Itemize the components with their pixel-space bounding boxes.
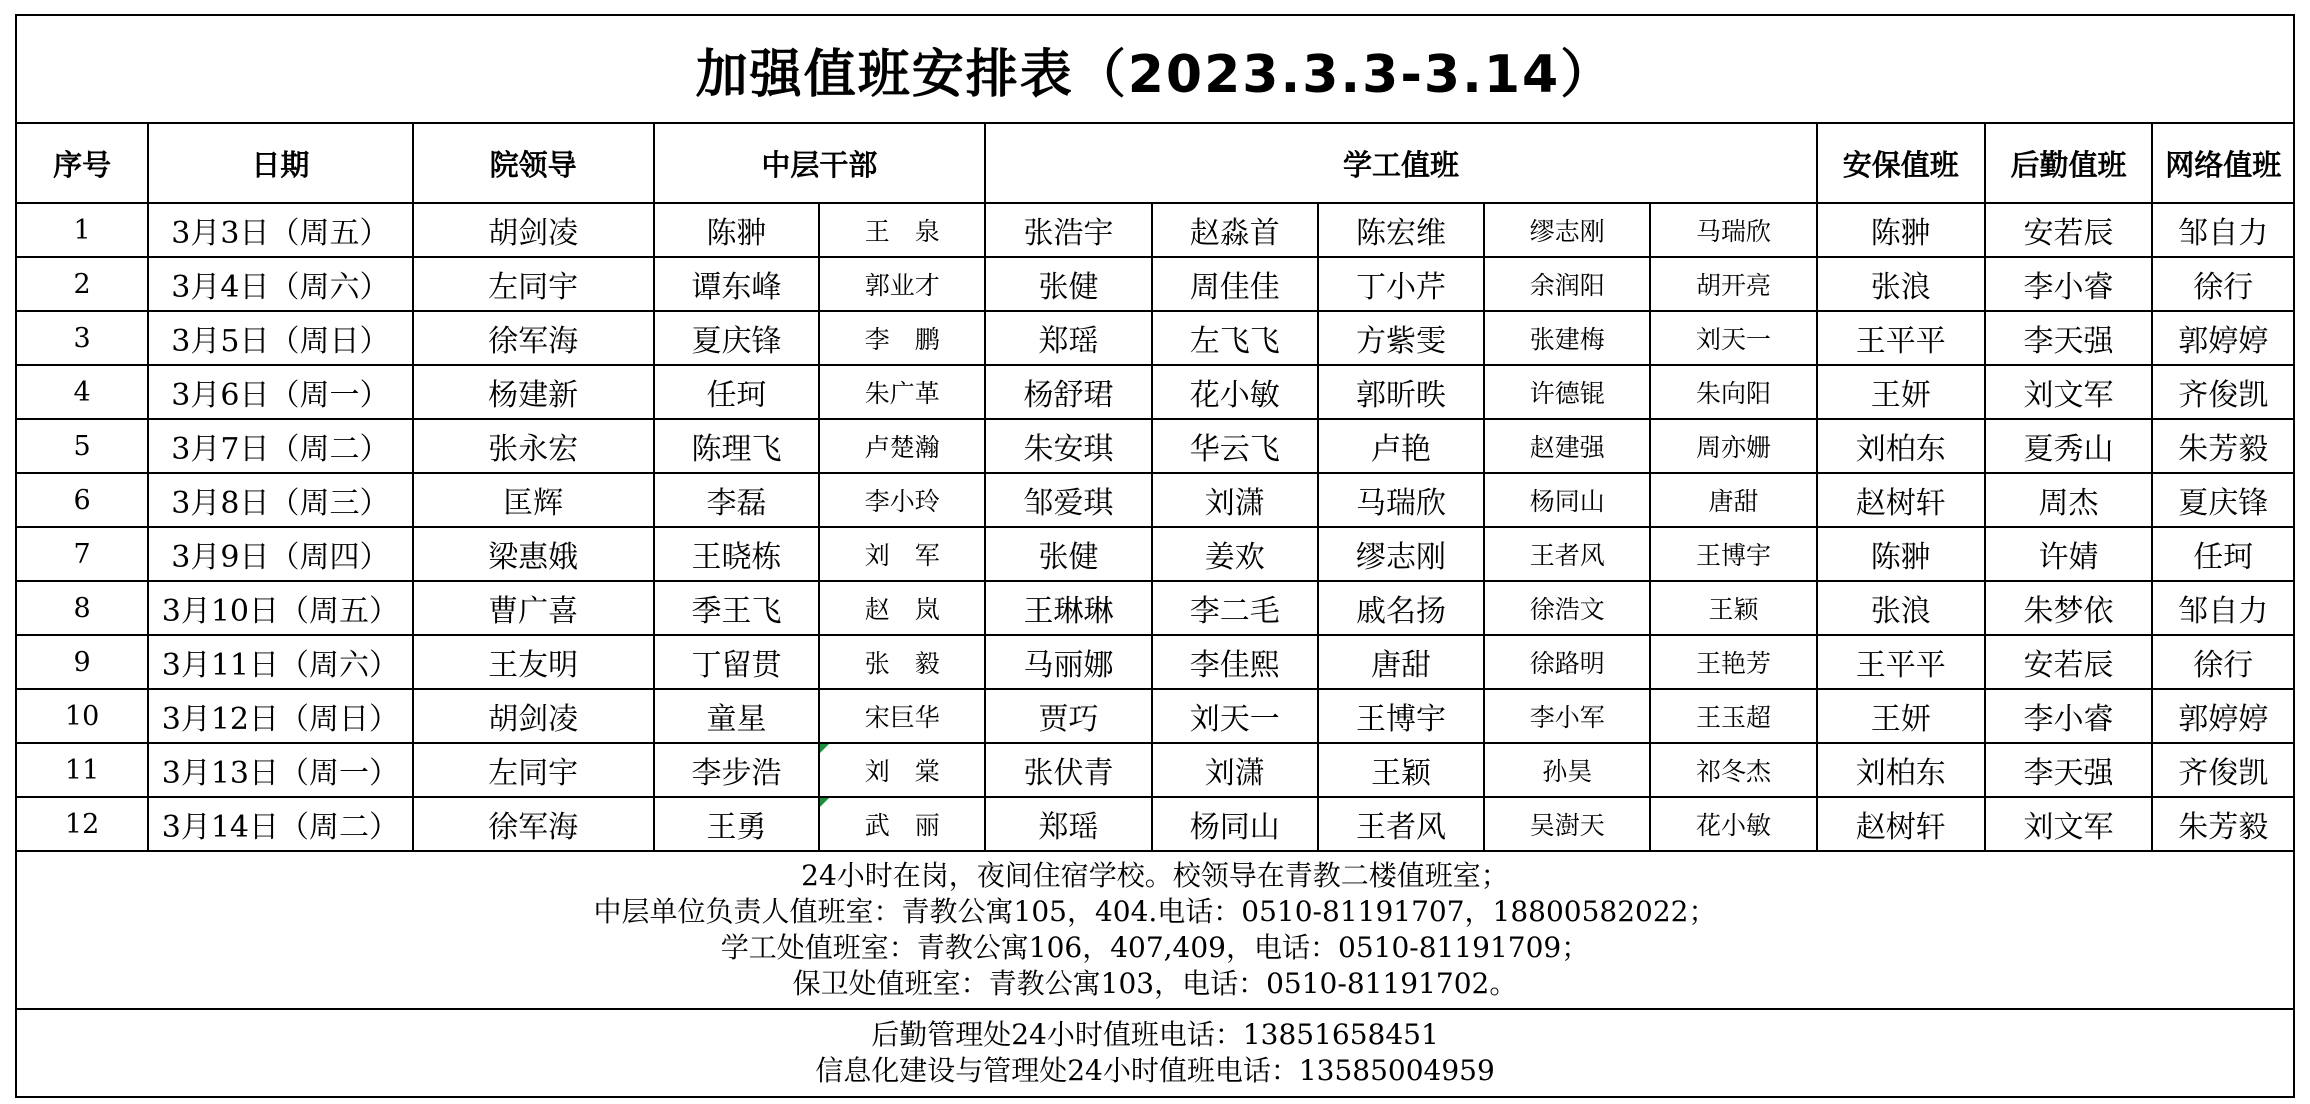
table-row — [16, 257, 2294, 311]
row-logistics: 李小睿 — [1985, 257, 2153, 311]
row-logistics: 许婧 — [1985, 527, 2153, 581]
header-security: 安保值班 — [1817, 123, 1985, 203]
row-student-duty: 李小军 — [1484, 689, 1650, 743]
row-seq: 11 — [16, 743, 148, 797]
row-student-duty: 王者风 — [1484, 527, 1650, 581]
row-leader: 曹广喜 — [413, 581, 654, 635]
row-date: 3月9日（周四） — [148, 527, 412, 581]
header-student-affairs: 学工值班 — [985, 123, 1817, 203]
row-student-duty: 杨同山 — [1484, 473, 1650, 527]
row-leader: 胡剑凌 — [413, 689, 654, 743]
row-student-duty: 邹爱琪 — [985, 473, 1152, 527]
row-network: 夏庆锋 — [2152, 473, 2294, 527]
hotline-logistics: 后勤管理处24小时值班电话：13851658451 — [871, 1018, 1439, 1051]
row-student-duty: 赵淼首 — [1152, 203, 1318, 257]
row-student-duty: 王艳芳 — [1650, 635, 1817, 689]
row-middle-cadre: 李磊 — [654, 473, 820, 527]
note-line: 中层单位负责人值班室：青教公寓105，404.电话：0510-81191707，18800582022； — [593, 895, 1717, 928]
row-student-duty: 王玉超 — [1650, 689, 1817, 743]
row-student-duty: 缪志刚 — [1318, 527, 1485, 581]
row-seq: 7 — [16, 527, 148, 581]
row-network: 郭婷婷 — [2152, 311, 2294, 365]
row-network: 任珂 — [2152, 527, 2294, 581]
row-middle-cadre: 李步浩 — [654, 743, 820, 797]
header-row — [16, 123, 2294, 203]
duty-schedule-sheet — [15, 14, 2295, 1088]
table-row — [16, 689, 2294, 743]
note-line: 保卫处值班室：青教公寓103，电话：0510-81191702。 — [792, 967, 1518, 1000]
row-middle-cadre: 陈翀 — [654, 203, 820, 257]
table-row — [16, 473, 2294, 527]
row-middle-cadre: 李 鹏 — [819, 311, 985, 365]
row-student-duty: 朱安琪 — [985, 419, 1152, 473]
row-student-duty: 周佳佳 — [1152, 257, 1318, 311]
row-student-duty: 华云飞 — [1152, 419, 1318, 473]
row-network: 齐俊凯 — [2152, 365, 2294, 419]
row-seq: 6 — [16, 473, 148, 527]
row-network: 徐行 — [2152, 635, 2294, 689]
row-security: 张浪 — [1817, 257, 1985, 311]
row-security: 王平平 — [1817, 635, 1985, 689]
row-student-duty: 王颖 — [1318, 743, 1485, 797]
row-network: 邹自力 — [2152, 581, 2294, 635]
row-student-duty: 王博宇 — [1650, 527, 1817, 581]
row-student-duty: 王颖 — [1650, 581, 1817, 635]
row-middle-cadre: 赵 岚 — [819, 581, 985, 635]
row-middle-cadre: 童星 — [654, 689, 820, 743]
row-student-duty: 缪志刚 — [1484, 203, 1650, 257]
table-row — [16, 527, 2294, 581]
row-student-duty: 徐路明 — [1484, 635, 1650, 689]
row-logistics: 刘文军 — [1985, 797, 2153, 851]
hotlines-cell — [16, 1009, 2294, 1097]
row-student-duty: 张建梅 — [1484, 311, 1650, 365]
row-network: 朱芳毅 — [2152, 419, 2294, 473]
row-leader: 梁惠娥 — [413, 527, 654, 581]
row-middle-cadre: 朱广革 — [819, 365, 985, 419]
row-student-duty: 马丽娜 — [985, 635, 1152, 689]
row-student-duty: 吴澍天 — [1484, 797, 1650, 851]
row-middle-cadre: 季王飞 — [654, 581, 820, 635]
row-leader: 张永宏 — [413, 419, 654, 473]
row-middle-cadre: 陈理飞 — [654, 419, 820, 473]
row-middle-cadre: 张 毅 — [819, 635, 985, 689]
row-date: 3月14日（周二） — [148, 797, 412, 851]
row-middle-cadre: 谭东峰 — [654, 257, 820, 311]
row-seq: 5 — [16, 419, 148, 473]
row-date: 3月13日（周一） — [148, 743, 412, 797]
table-row — [16, 743, 2294, 797]
row-student-duty: 马瑞欣 — [1650, 203, 1817, 257]
header-date: 日期 — [148, 123, 412, 203]
row-student-duty: 丁小芹 — [1318, 257, 1485, 311]
row-student-duty: 方紫雯 — [1318, 311, 1485, 365]
row-seq: 4 — [16, 365, 148, 419]
row-network: 邹自力 — [2152, 203, 2294, 257]
row-leader: 徐军海 — [413, 311, 654, 365]
row-logistics: 安若辰 — [1985, 635, 2153, 689]
row-network: 郭婷婷 — [2152, 689, 2294, 743]
row-logistics: 朱梦依 — [1985, 581, 2153, 635]
row-leader: 徐军海 — [413, 797, 654, 851]
row-logistics: 刘文军 — [1985, 365, 2153, 419]
row-student-duty: 卢艳 — [1318, 419, 1485, 473]
header-network: 网络值班 — [2152, 123, 2294, 203]
row-student-duty: 王者风 — [1318, 797, 1485, 851]
row-seq: 10 — [16, 689, 148, 743]
row-student-duty: 陈宏维 — [1318, 203, 1485, 257]
row-middle-cadre: 卢楚瀚 — [819, 419, 985, 473]
row-logistics: 夏秀山 — [1985, 419, 2153, 473]
header-leader: 院领导 — [413, 123, 654, 203]
row-student-duty: 左飞飞 — [1152, 311, 1318, 365]
row-date: 3月6日（周一） — [148, 365, 412, 419]
row-student-duty: 张健 — [985, 257, 1152, 311]
row-student-duty: 花小敏 — [1650, 797, 1817, 851]
row-student-duty: 孙昊 — [1484, 743, 1650, 797]
row-middle-cadre: 王晓栋 — [654, 527, 820, 581]
row-student-duty: 刘潇 — [1152, 473, 1318, 527]
row-security: 王平平 — [1817, 311, 1985, 365]
note-line: 24小时在岗，夜间住宿学校。校领导在青教二楼值班室； — [801, 859, 1509, 892]
row-security: 刘柏东 — [1817, 419, 1985, 473]
row-seq: 9 — [16, 635, 148, 689]
row-middle-cadre: 王勇 — [654, 797, 820, 851]
row-student-duty: 周亦姗 — [1650, 419, 1817, 473]
row-student-duty: 唐甜 — [1318, 635, 1485, 689]
row-security: 王妍 — [1817, 365, 1985, 419]
row-student-duty: 李佳熙 — [1152, 635, 1318, 689]
row-leader: 胡剑凌 — [413, 203, 654, 257]
row-student-duty: 王琳琳 — [985, 581, 1152, 635]
row-date: 3月12日（周日） — [148, 689, 412, 743]
row-student-duty: 姜欢 — [1152, 527, 1318, 581]
row-network: 齐俊凯 — [2152, 743, 2294, 797]
row-student-duty: 唐甜 — [1650, 473, 1817, 527]
table-row — [16, 419, 2294, 473]
row-middle-cadre: 丁留贯 — [654, 635, 820, 689]
row-security: 赵树轩 — [1817, 473, 1985, 527]
table-row — [16, 365, 2294, 419]
header-seq: 序号 — [16, 123, 148, 203]
row-date: 3月7日（周二） — [148, 419, 412, 473]
table-row — [16, 311, 2294, 365]
row-date: 3月10日（周五） — [148, 581, 412, 635]
row-student-duty: 徐浩文 — [1484, 581, 1650, 635]
row-middle-cadre: 刘 棠 — [819, 743, 985, 797]
row-date: 3月11日（周六） — [148, 635, 412, 689]
row-middle-cadre: 王 泉 — [819, 203, 985, 257]
row-student-duty: 赵建强 — [1484, 419, 1650, 473]
row-middle-cadre: 刘 军 — [819, 527, 985, 581]
row-network: 徐行 — [2152, 257, 2294, 311]
row-middle-cadre: 夏庆锋 — [654, 311, 820, 365]
hotline-it: 信息化建设与管理处24小时值班电话：13585004959 — [815, 1054, 1495, 1087]
row-student-duty: 朱向阳 — [1650, 365, 1817, 419]
row-leader: 王友明 — [413, 635, 654, 689]
table-row — [16, 635, 2294, 689]
row-student-duty: 马瑞欣 — [1318, 473, 1485, 527]
row-seq: 2 — [16, 257, 148, 311]
note-line: 学工处值班室：青教公寓106，407,409，电话：0510-81191709； — [720, 931, 1590, 964]
row-student-duty: 贾巧 — [985, 689, 1152, 743]
row-leader: 杨建新 — [413, 365, 654, 419]
row-date: 3月5日（周日） — [148, 311, 412, 365]
row-logistics: 李天强 — [1985, 311, 2153, 365]
row-network: 朱芳毅 — [2152, 797, 2294, 851]
row-seq: 3 — [16, 311, 148, 365]
row-leader: 左同宇 — [413, 743, 654, 797]
row-security: 陈翀 — [1817, 527, 1985, 581]
row-middle-cadre: 武 丽 — [819, 797, 985, 851]
row-student-duty: 刘天一 — [1650, 311, 1817, 365]
duty-schedule-table — [15, 14, 2295, 1098]
row-logistics: 周杰 — [1985, 473, 2153, 527]
row-student-duty: 刘潇 — [1152, 743, 1318, 797]
row-student-duty: 张浩宇 — [985, 203, 1152, 257]
row-security: 王妍 — [1817, 689, 1985, 743]
row-student-duty: 郭昕昳 — [1318, 365, 1485, 419]
row-student-duty: 花小敏 — [1152, 365, 1318, 419]
row-middle-cadre: 郭业才 — [819, 257, 985, 311]
header-middle-cadre: 中层干部 — [654, 123, 986, 203]
row-student-duty: 杨舒珺 — [985, 365, 1152, 419]
row-student-duty: 李二毛 — [1152, 581, 1318, 635]
row-student-duty: 王博宇 — [1318, 689, 1485, 743]
row-seq: 1 — [16, 203, 148, 257]
header-logistics: 后勤值班 — [1985, 123, 2153, 203]
row-security: 刘柏东 — [1817, 743, 1985, 797]
table-row — [16, 797, 2294, 851]
row-logistics: 李天强 — [1985, 743, 2153, 797]
row-date: 3月3日（周五） — [148, 203, 412, 257]
row-security: 陈翀 — [1817, 203, 1985, 257]
row-student-duty: 刘天一 — [1152, 689, 1318, 743]
row-student-duty: 戚名扬 — [1318, 581, 1485, 635]
row-logistics: 安若辰 — [1985, 203, 2153, 257]
row-student-duty: 许德锟 — [1484, 365, 1650, 419]
row-middle-cadre: 任珂 — [654, 365, 820, 419]
table-row — [16, 203, 2294, 257]
table-row — [16, 581, 2294, 635]
row-student-duty: 郑瑶 — [985, 311, 1152, 365]
row-student-duty: 余润阳 — [1484, 257, 1650, 311]
row-seq: 8 — [16, 581, 148, 635]
row-student-duty: 郑瑶 — [985, 797, 1152, 851]
row-date: 3月8日（周三） — [148, 473, 412, 527]
row-seq: 12 — [16, 797, 148, 851]
notes-cell — [16, 851, 2294, 1009]
row-security: 张浪 — [1817, 581, 1985, 635]
row-student-duty: 胡开亮 — [1650, 257, 1817, 311]
row-leader: 匡辉 — [413, 473, 654, 527]
row-student-duty: 张伏青 — [985, 743, 1152, 797]
page-title: 加强值班安排表（2023.3.3-3.14） — [16, 15, 2294, 123]
row-date: 3月4日（周六） — [148, 257, 412, 311]
row-leader: 左同宇 — [413, 257, 654, 311]
row-student-duty: 杨同山 — [1152, 797, 1318, 851]
row-student-duty: 祁冬杰 — [1650, 743, 1817, 797]
row-student-duty: 张健 — [985, 527, 1152, 581]
row-middle-cadre: 宋巨华 — [819, 689, 985, 743]
row-logistics: 李小睿 — [1985, 689, 2153, 743]
row-middle-cadre: 李小玲 — [819, 473, 985, 527]
row-security: 赵树轩 — [1817, 797, 1985, 851]
